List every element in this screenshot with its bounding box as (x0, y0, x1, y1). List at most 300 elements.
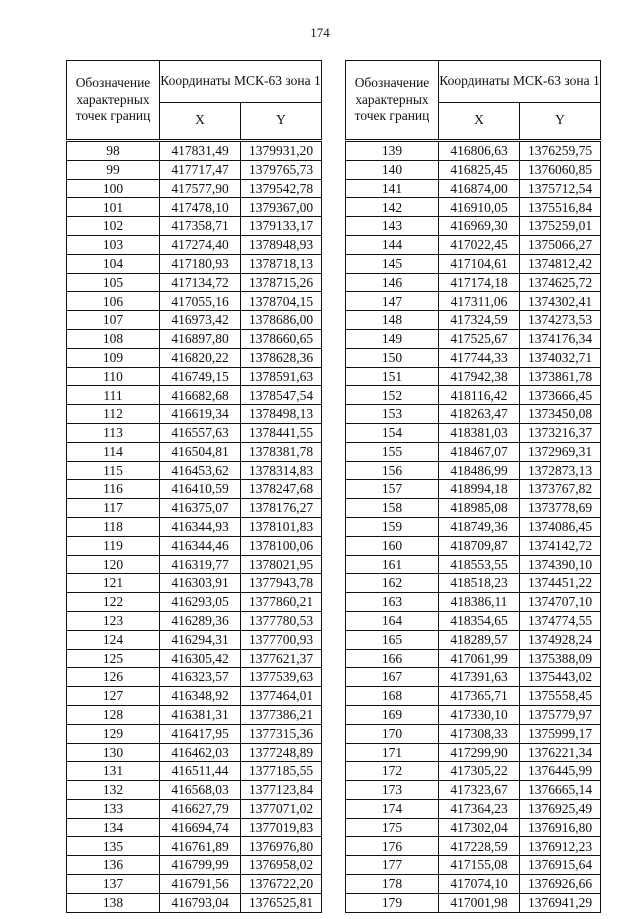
cell-point: 179 (346, 893, 439, 912)
column-header-x: X (160, 102, 241, 140)
cell-point: 136 (67, 856, 160, 875)
cell-point: 170 (346, 724, 439, 743)
cell-x: 416319,77 (160, 555, 241, 574)
cell-x: 416294,31 (160, 630, 241, 649)
table-row (67, 668, 322, 687)
cell-x: 416381,31 (160, 705, 241, 724)
cell-x: 416874,00 (439, 179, 520, 198)
table-row (67, 254, 322, 273)
table-row (67, 141, 322, 161)
cell-x: 416749,15 (160, 367, 241, 386)
cell-x: 416682,68 (160, 386, 241, 405)
cell-point: 110 (67, 367, 160, 386)
table-row (346, 536, 601, 555)
table-row (346, 160, 601, 179)
table-row (346, 893, 601, 912)
cell-point: 176 (346, 837, 439, 856)
cell-point: 105 (67, 273, 160, 292)
table-row (67, 217, 322, 236)
cell-y: 1378628,36 (241, 348, 322, 367)
table-row (346, 311, 601, 330)
table-row (67, 649, 322, 668)
cell-x: 418354,65 (439, 611, 520, 630)
table-row (346, 461, 601, 480)
cell-point: 156 (346, 461, 439, 480)
cell-point: 115 (67, 461, 160, 480)
cell-x: 417104,61 (439, 254, 520, 273)
cell-x: 417180,93 (160, 254, 241, 273)
cell-y: 1379765,73 (241, 160, 322, 179)
cell-y: 1375259,01 (520, 217, 601, 236)
cell-x: 416627,79 (160, 799, 241, 818)
cell-y: 1377386,21 (241, 705, 322, 724)
cell-point: 172 (346, 762, 439, 781)
table-row (67, 329, 322, 348)
column-header-coordinates: Координаты МСК-63 зона 1 (439, 61, 601, 103)
cell-point: 128 (67, 705, 160, 724)
cell-x: 416825,45 (439, 160, 520, 179)
cell-x: 417364,23 (439, 799, 520, 818)
cell-x: 416619,34 (160, 405, 241, 424)
table-row (67, 292, 322, 311)
cell-y: 1376722,20 (241, 875, 322, 894)
cell-point: 178 (346, 875, 439, 894)
cell-x: 416568,03 (160, 781, 241, 800)
table-body (346, 141, 601, 913)
table-row (346, 875, 601, 894)
cell-point: 112 (67, 405, 160, 424)
cell-y: 1375779,97 (520, 705, 601, 724)
table-row (67, 705, 322, 724)
cell-point: 159 (346, 517, 439, 536)
table-row (67, 555, 322, 574)
table-row (67, 818, 322, 837)
cell-point: 138 (67, 893, 160, 912)
cell-x: 416557,63 (160, 423, 241, 442)
cell-x: 417302,04 (439, 818, 520, 837)
cell-y: 1376221,34 (520, 743, 601, 762)
cell-x: 417308,33 (439, 724, 520, 743)
cell-point: 131 (67, 762, 160, 781)
table-row (346, 386, 601, 405)
cell-point: 132 (67, 781, 160, 800)
cell-y: 1377464,01 (241, 687, 322, 706)
cell-x: 416897,80 (160, 329, 241, 348)
cell-point: 148 (346, 311, 439, 330)
cell-point: 168 (346, 687, 439, 706)
cell-point: 104 (67, 254, 160, 273)
cell-y: 1376926,66 (520, 875, 601, 894)
cell-point: 153 (346, 405, 439, 424)
cell-point: 121 (67, 574, 160, 593)
cell-y: 1374774,55 (520, 611, 601, 630)
cell-x: 418994,18 (439, 480, 520, 499)
cell-point: 143 (346, 217, 439, 236)
coordinates-table-right (345, 60, 601, 913)
cell-x: 417155,08 (439, 856, 520, 875)
cell-x: 416410,59 (160, 480, 241, 499)
table-row (67, 743, 322, 762)
table-row (67, 273, 322, 292)
cell-x: 417305,22 (439, 762, 520, 781)
cell-point: 166 (346, 649, 439, 668)
cell-y: 1374086,45 (520, 517, 601, 536)
table-row (67, 311, 322, 330)
cell-y: 1373767,82 (520, 480, 601, 499)
cell-x: 416910,05 (439, 198, 520, 217)
cell-point: 102 (67, 217, 160, 236)
cell-point: 100 (67, 179, 160, 198)
cell-point: 164 (346, 611, 439, 630)
cell-y: 1378660,65 (241, 329, 322, 348)
cell-y: 1378101,83 (241, 517, 322, 536)
cell-point: 144 (346, 235, 439, 254)
cell-y: 1375999,17 (520, 724, 601, 743)
table-row (67, 875, 322, 894)
cell-point: 116 (67, 480, 160, 499)
cell-y: 1376976,80 (241, 837, 322, 856)
table-row (67, 442, 322, 461)
cell-x: 417274,40 (160, 235, 241, 254)
cell-point: 161 (346, 555, 439, 574)
cell-y: 1375712,54 (520, 179, 601, 198)
cell-x: 417001,98 (439, 893, 520, 912)
cell-y: 1374390,10 (520, 555, 601, 574)
cell-x: 416820,22 (160, 348, 241, 367)
cell-x: 416504,81 (160, 442, 241, 461)
cell-point: 106 (67, 292, 160, 311)
cell-y: 1375516,84 (520, 198, 601, 217)
cell-x: 418749,36 (439, 517, 520, 536)
table-row (67, 630, 322, 649)
table-row (346, 423, 601, 442)
table-row (346, 442, 601, 461)
cell-y: 1376525,81 (241, 893, 322, 912)
cell-y: 1376916,80 (520, 818, 601, 837)
cell-y: 1378314,83 (241, 461, 322, 480)
table-row (67, 480, 322, 499)
table-row (346, 141, 601, 161)
table-row (346, 611, 601, 630)
cell-y: 1377071,02 (241, 799, 322, 818)
table-row (346, 480, 601, 499)
page-number: 174 (310, 25, 330, 40)
cell-x: 417022,45 (439, 235, 520, 254)
cell-x: 417055,16 (160, 292, 241, 311)
table-row (67, 348, 322, 367)
cell-x: 418518,23 (439, 574, 520, 593)
cell-y: 1375558,45 (520, 687, 601, 706)
cell-y: 1376941,29 (520, 893, 601, 912)
cell-point: 111 (67, 386, 160, 405)
cell-y: 1373778,69 (520, 499, 601, 518)
cell-y: 1378948,93 (241, 235, 322, 254)
cell-x: 417831,49 (160, 141, 241, 161)
cell-y: 1378718,13 (241, 254, 322, 273)
cell-point: 122 (67, 593, 160, 612)
table-row (67, 386, 322, 405)
cell-x: 416375,07 (160, 499, 241, 518)
cell-y: 1377780,53 (241, 611, 322, 630)
cell-point: 101 (67, 198, 160, 217)
cell-y: 1374928,24 (520, 630, 601, 649)
cell-point: 141 (346, 179, 439, 198)
table-row (346, 687, 601, 706)
cell-y: 1376925,49 (520, 799, 601, 818)
cell-x: 417134,72 (160, 273, 241, 292)
column-header-coordinates: Координаты МСК-63 зона 1 (160, 61, 322, 103)
cell-x: 417311,06 (439, 292, 520, 311)
cell-point: 125 (67, 649, 160, 668)
cell-y: 1375388,09 (520, 649, 601, 668)
cell-point: 134 (67, 818, 160, 837)
cell-point: 108 (67, 329, 160, 348)
table-row (346, 179, 601, 198)
cell-point: 158 (346, 499, 439, 518)
cell-y: 1375443,02 (520, 668, 601, 687)
cell-point: 167 (346, 668, 439, 687)
column-header-y: Y (241, 102, 322, 140)
table-body (67, 141, 322, 913)
cell-point: 129 (67, 724, 160, 743)
cell-x: 418486,99 (439, 461, 520, 480)
cell-y: 1376259,75 (520, 141, 601, 161)
table-row (67, 423, 322, 442)
cell-point: 139 (346, 141, 439, 161)
cell-x: 417228,59 (439, 837, 520, 856)
cell-point: 174 (346, 799, 439, 818)
column-header-y: Y (520, 102, 601, 140)
table-row (346, 668, 601, 687)
cell-x: 416344,46 (160, 536, 241, 555)
table-row (67, 724, 322, 743)
cell-point: 175 (346, 818, 439, 837)
cell-point: 149 (346, 329, 439, 348)
table-row (67, 405, 322, 424)
table-row (67, 160, 322, 179)
cell-x: 418381,03 (439, 423, 520, 442)
cell-point: 103 (67, 235, 160, 254)
cell-x: 416791,56 (160, 875, 241, 894)
table-row (346, 273, 601, 292)
cell-x: 416348,92 (160, 687, 241, 706)
cell-y: 1378547,54 (241, 386, 322, 405)
cell-x: 417525,67 (439, 329, 520, 348)
table-row (346, 292, 601, 311)
cell-x: 417577,90 (160, 179, 241, 198)
cell-x: 416323,57 (160, 668, 241, 687)
cell-x: 417744,33 (439, 348, 520, 367)
table-row (67, 235, 322, 254)
cell-x: 418467,07 (439, 442, 520, 461)
cell-y: 1378498,13 (241, 405, 322, 424)
cell-y: 1372969,31 (520, 442, 601, 461)
cell-y: 1376060,85 (520, 160, 601, 179)
cell-point: 98 (67, 141, 160, 161)
cell-x: 417717,47 (160, 160, 241, 179)
cell-y: 1377539,63 (241, 668, 322, 687)
cell-x: 417323,67 (439, 781, 520, 800)
cell-y: 1377248,89 (241, 743, 322, 762)
cell-y: 1373216,37 (520, 423, 601, 442)
table-row (67, 367, 322, 386)
cell-point: 177 (346, 856, 439, 875)
table-row (346, 630, 601, 649)
cell-y: 1376958,02 (241, 856, 322, 875)
table-row (346, 574, 601, 593)
table-row (67, 611, 322, 630)
cell-x: 418985,08 (439, 499, 520, 518)
cell-y: 1378591,63 (241, 367, 322, 386)
cell-y: 1374032,71 (520, 348, 601, 367)
cell-point: 154 (346, 423, 439, 442)
table-row (67, 574, 322, 593)
cell-y: 1378381,78 (241, 442, 322, 461)
cell-y: 1378247,68 (241, 480, 322, 499)
cell-y: 1378100,06 (241, 536, 322, 555)
cell-x: 416462,03 (160, 743, 241, 762)
cell-y: 1377621,37 (241, 649, 322, 668)
cell-y: 1373861,78 (520, 367, 601, 386)
table-row (67, 179, 322, 198)
table-row (346, 799, 601, 818)
cell-x: 416799,99 (160, 856, 241, 875)
cell-point: 150 (346, 348, 439, 367)
cell-y: 1376665,14 (520, 781, 601, 800)
cell-point: 107 (67, 311, 160, 330)
cell-y: 1372873,13 (520, 461, 601, 480)
table-row (346, 649, 601, 668)
table-row (346, 762, 601, 781)
cell-y: 1376915,64 (520, 856, 601, 875)
cell-point: 142 (346, 198, 439, 217)
cell-point: 123 (67, 611, 160, 630)
table-row (67, 198, 322, 217)
cell-x: 416305,42 (160, 649, 241, 668)
table-row (67, 781, 322, 800)
cell-y: 1374451,22 (520, 574, 601, 593)
cell-x: 416694,74 (160, 818, 241, 837)
cell-point: 137 (67, 875, 160, 894)
cell-y: 1378441,55 (241, 423, 322, 442)
cell-x: 417174,18 (439, 273, 520, 292)
column-header-x: X (439, 102, 520, 140)
cell-x: 417299,90 (439, 743, 520, 762)
cell-x: 416973,42 (160, 311, 241, 330)
cell-y: 1377123,84 (241, 781, 322, 800)
cell-x: 416293,05 (160, 593, 241, 612)
cell-point: 130 (67, 743, 160, 762)
table-row (67, 687, 322, 706)
cell-x: 416289,36 (160, 611, 241, 630)
cell-x: 416969,30 (439, 217, 520, 236)
cell-point: 109 (67, 348, 160, 367)
cell-y: 1373450,08 (520, 405, 601, 424)
table-row (346, 198, 601, 217)
cell-x: 417942,38 (439, 367, 520, 386)
cell-point: 113 (67, 423, 160, 442)
cell-point: 151 (346, 367, 439, 386)
cell-point: 173 (346, 781, 439, 800)
cell-x: 417365,71 (439, 687, 520, 706)
column-header-point: Обозначение характерных точек границ (67, 61, 160, 141)
table-row (346, 367, 601, 386)
table-row (67, 499, 322, 518)
cell-point: 127 (67, 687, 160, 706)
table-row (346, 705, 601, 724)
table-row (346, 348, 601, 367)
table-row (346, 254, 601, 273)
cell-point: 152 (346, 386, 439, 405)
cell-point: 124 (67, 630, 160, 649)
cell-x: 416417,95 (160, 724, 241, 743)
cell-x: 417330,10 (439, 705, 520, 724)
table-row (346, 555, 601, 574)
cell-y: 1377943,78 (241, 574, 322, 593)
table-row (67, 517, 322, 536)
table-row (346, 781, 601, 800)
cell-y: 1377860,21 (241, 593, 322, 612)
cell-point: 135 (67, 837, 160, 856)
cell-y: 1374302,41 (520, 292, 601, 311)
cell-x: 416303,91 (160, 574, 241, 593)
cell-point: 155 (346, 442, 439, 461)
cell-x: 417061,99 (439, 649, 520, 668)
cell-y: 1378704,15 (241, 292, 322, 311)
cell-y: 1374273,53 (520, 311, 601, 330)
cell-y: 1379133,17 (241, 217, 322, 236)
cell-point: 169 (346, 705, 439, 724)
table-row (346, 217, 601, 236)
cell-x: 417358,71 (160, 217, 241, 236)
cell-x: 418709,87 (439, 536, 520, 555)
table-row (67, 856, 322, 875)
table-row (346, 517, 601, 536)
cell-x: 416453,62 (160, 461, 241, 480)
column-header-point: Обозначение характерных точек границ (346, 61, 439, 141)
cell-x: 416793,04 (160, 893, 241, 912)
cell-point: 171 (346, 743, 439, 762)
table-row (346, 235, 601, 254)
cell-y: 1375066,27 (520, 235, 601, 254)
cell-point: 162 (346, 574, 439, 593)
cell-point: 146 (346, 273, 439, 292)
cell-x: 416806,63 (439, 141, 520, 161)
cell-x: 417074,10 (439, 875, 520, 894)
cell-y: 1378176,27 (241, 499, 322, 518)
table-row (346, 405, 601, 424)
cell-x: 418289,57 (439, 630, 520, 649)
cell-y: 1378715,26 (241, 273, 322, 292)
cell-y: 1377315,36 (241, 724, 322, 743)
cell-y: 1379931,20 (241, 141, 322, 161)
cell-y: 1376445,99 (520, 762, 601, 781)
cell-x: 417478,10 (160, 198, 241, 217)
cell-point: 99 (67, 160, 160, 179)
table-row (67, 762, 322, 781)
cell-x: 416761,89 (160, 837, 241, 856)
cell-x: 418386,11 (439, 593, 520, 612)
cell-y: 1373666,45 (520, 386, 601, 405)
cell-y: 1374625,72 (520, 273, 601, 292)
cell-y: 1377019,83 (241, 818, 322, 837)
cell-point: 117 (67, 499, 160, 518)
cell-point: 114 (67, 442, 160, 461)
cell-y: 1378686,00 (241, 311, 322, 330)
cell-point: 126 (67, 668, 160, 687)
coordinates-table-left (66, 60, 322, 913)
cell-y: 1376912,23 (520, 837, 601, 856)
